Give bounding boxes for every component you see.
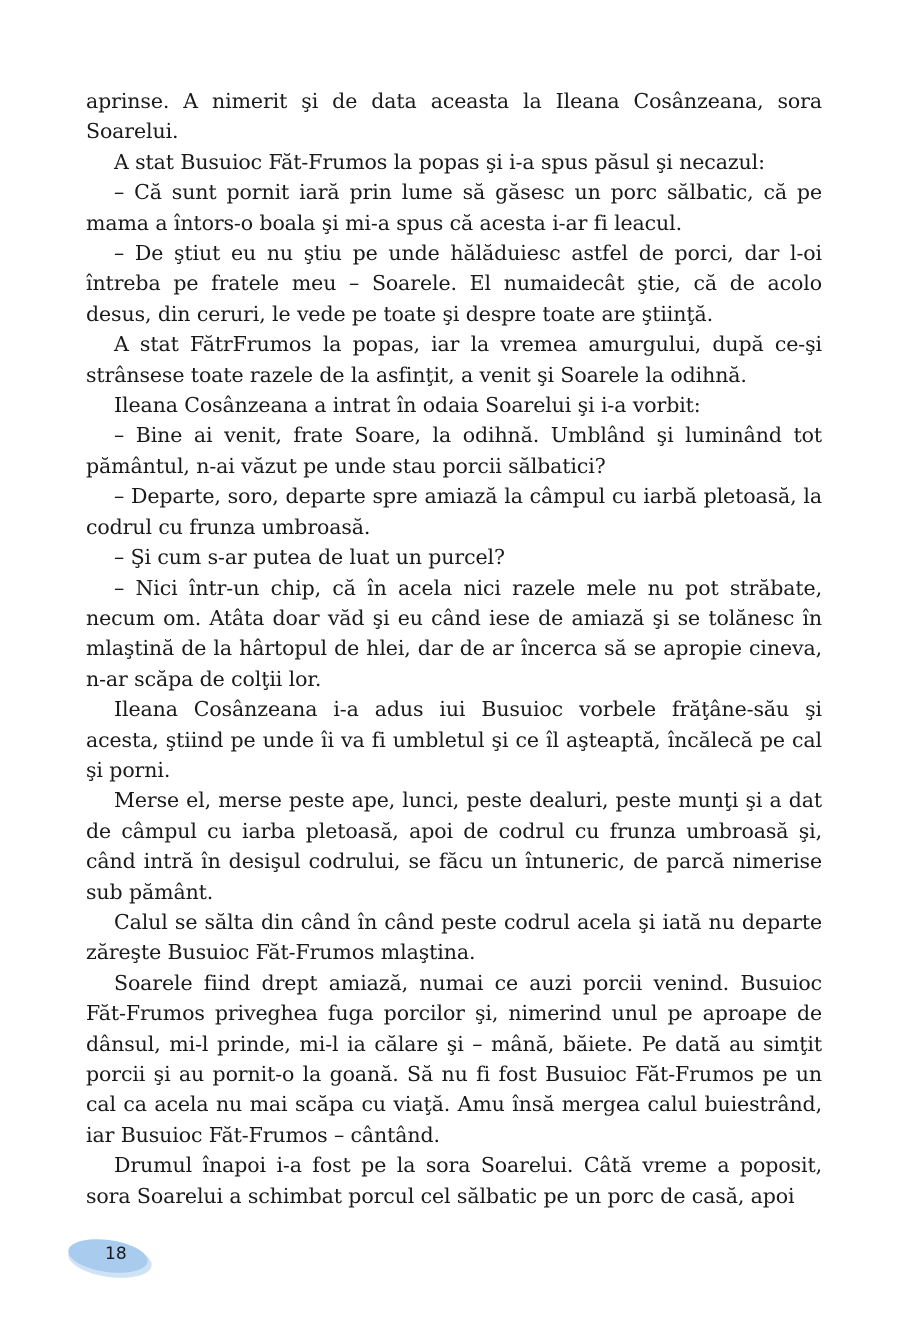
paragraph: Calul se sălta din când în când peste codrul acela şi iată nu departe zăreşte Busuioc Făt-Frumos mlaştina. <box>86 909 822 965</box>
paragraph: – De ştiut eu nu ştiu pe unde hălăduiesc astfel de porci, dar l-oi întreba pe fratele meu – Soarele. El numaidecât ştie, că de acolo desus, din ceruri, le vede pe toate şi despre toate are ştiinţă. <box>86 241 822 326</box>
paragraph: – Şi cum s-ar putea de luat un purcel? <box>114 545 505 570</box>
paragraph: – Că sunt pornit iară prin lume să găsesc un porc sălbatic, că pe mama a întors-o boala şi mi-a spus că acesta i-ar fi leacul. <box>86 180 822 235</box>
paragraph: Ileana Cosânzeana i-a adus iui Busuioc vorbele frăţâne-său şi acesta, ştiind pe unde îi va fi umbletul şi ce îl aşteaptă, încălecă pe cal şi porni. <box>86 697 822 782</box>
paragraph: A stat FătrFrumos la popas, iar la vremea amurgului, după ce-şi strânsese toate razele de la asfinţit, a venit şi Soarele la odihnă. <box>86 332 822 387</box>
page-body-text <box>86 86 822 1211</box>
page-number: 18 <box>105 1244 127 1264</box>
paragraph: Soarele fiind drept amiază, numai ce auzi porcii venind. Busuioc Făt-Frumos priveghea fuga porcilor şi, nimerind unul pe aproape de dânsul, mi-l prinde, mi-l ia călare şi – mână, băiete. Pe dată au simţit porcii şi au pornit-o la goană. Să nu fi fost Busuioc Făt-Frumos pe un cal ca acela nu mai scăpa cu viaţă. Amu însă mergea calul buiestrând, iar Busuioc Făt-Frumos – cântând. <box>86 970 822 1147</box>
paragraph: Merse el, merse peste ape, lunci, peste dealuri, peste munţi şi a dat de câmpul cu iarba pletoasă, apoi de codrul cu frunza umbroasă şi, când intră în desişul codrului, se făcu un întuneric, de parcă nimerise sub pământ. <box>86 788 822 904</box>
paragraph: aprinse. A nimerit şi de data aceasta la Ileana Cosânzeana, sora Soarelui. <box>86 89 822 144</box>
paragraph: Drumul înapoi i-a fost pe la sora Soarelui. Câtă vreme a poposit, sora Soarelui a schimbat porcul cel sălbatic pe un porc de casă, apoi <box>86 1153 822 1208</box>
paragraph: Ileana Cosânzeana a intrat în odaia Soarelui şi i-a vorbit: <box>114 393 701 418</box>
paragraph: A stat Busuioc Făt-Frumos la popas şi i-a spus păsul şi necazul: <box>114 149 765 174</box>
paragraph: – Departe, soro, departe spre amiază la câmpul cu iarbă pletoasă, la codrul cu frunza umbroasă. <box>86 484 822 539</box>
paragraph: – Bine ai venit, frate Soare, la odihnă. Umblând şi luminând tot pământul, n-ai văzut pe unde stau porcii sălbatici? <box>86 423 822 478</box>
paragraph: – Nici într-un chip, că în acela nici razele mele nu pot străbate, necum om. Atâta doar văd şi eu când iese de amiază şi se tolănesc în mlaştină de la hârtopul de hlei, dar de ar încerca să se apropie cineva, n-ar scăpa de colţii lor. <box>86 575 822 691</box>
